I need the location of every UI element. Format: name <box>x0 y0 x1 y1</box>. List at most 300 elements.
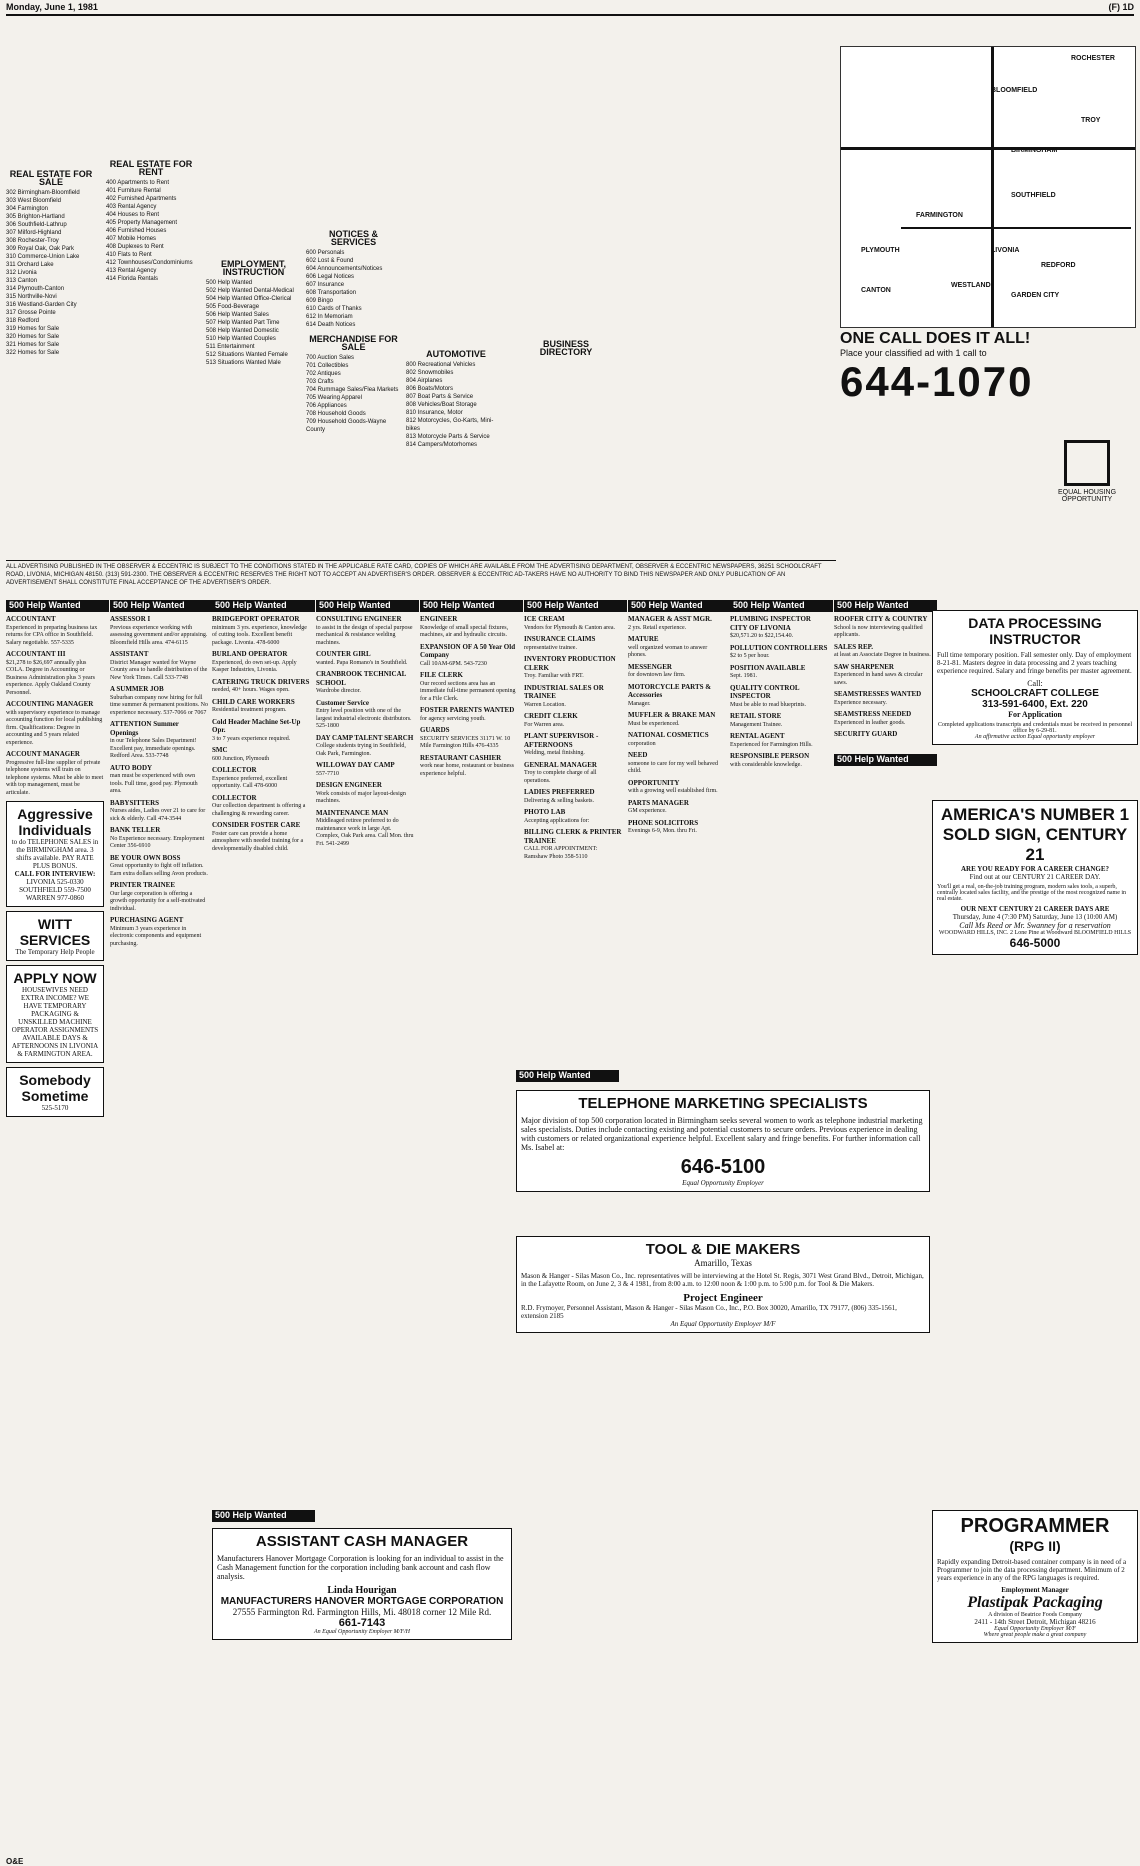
classified-ad <box>110 616 208 647</box>
ad-text: Sept. 1981. <box>730 673 758 679</box>
ad-phone: 313-591-6400, Ext. 220 <box>982 699 1088 710</box>
ad-heading: PHOTO LAB <box>524 808 566 816</box>
ad-text: Manager. <box>628 700 651 707</box>
map-city-label: FARMINGTON <box>916 212 963 219</box>
dir-item: 706 Appliances <box>306 403 347 409</box>
ad-heading: SALES REP. <box>834 642 874 651</box>
ad-heading: PHONE SOLICITORS <box>628 818 699 827</box>
ad-days: Thursday, June 4 (7:30 PM) Saturday, June 13 (10:00 AM) <box>952 913 1118 921</box>
ad-phone: 661-7143 <box>338 1617 386 1629</box>
display-ad-phone-row: WARREN 977-0860 <box>25 894 85 902</box>
ad-heading: PURCHASING AGENT <box>110 916 184 924</box>
ad-heading: PLUMBING INSPECTOR CITY OF LIVONIA <box>730 616 811 632</box>
ad-question2: Find out at our CENTURY 21 CAREER DAY. <box>969 873 1101 881</box>
dir-real-estate-rent <box>106 160 196 283</box>
classified-ad <box>834 691 932 707</box>
ad-heading: SMC <box>212 746 228 754</box>
dir-item: 614 Death Notices <box>306 322 356 328</box>
dir-heading: NOTICES & SERVICES <box>328 229 378 247</box>
ad-text: with supervisory experience to manage accounting function for local publishing firm. Qualifications: Degree in accounting and 5 years related experience. <box>6 709 103 746</box>
ad-text: 557-7710 <box>316 770 339 777</box>
ad-heading: BE YOUR OWN BOSS <box>110 853 181 862</box>
ad-heading: ACCOUNT MANAGER <box>6 750 80 758</box>
dir-item: 810 Insurance, Motor <box>406 410 463 416</box>
ad-title1: AMERICA'S NUMBER 1 <box>940 805 1130 824</box>
dir-item: 610 Cards of Thanks <box>306 306 362 312</box>
ad-heading: POLLUTION CONTROLLERS <box>730 643 828 652</box>
ad-programmer <box>932 1510 1138 1643</box>
dir-item: 319 Homes for Sale <box>6 326 60 332</box>
dir-item: 507 Help Wanted Part Time <box>206 320 280 326</box>
classified-ad <box>524 713 622 729</box>
category-heading: 500 Help Wanted <box>212 1510 315 1522</box>
dir-item: 609 Bingo <box>306 298 334 304</box>
ad-heading: GUARDS <box>420 726 450 734</box>
ad-company: Plastipak Packaging <box>967 1594 1103 1611</box>
classified-ad <box>628 712 726 728</box>
dir-item: 508 Help Wanted Domestic <box>206 328 279 334</box>
page-number: (F) 1D <box>1108 2 1134 12</box>
ad-body: Full time temporary position. Fall semester only. Day of employment 8-21-81. Masters degree in data processing and 2 years teaching experience required. Salary and fringe benefits per master agreement. <box>937 651 1132 675</box>
ad-heading: A SUMMER JOB <box>110 685 164 693</box>
ad-eoe: An Equal Opportunity Employer M/F <box>670 1320 776 1328</box>
ad-column <box>316 616 414 852</box>
ad-heading: BANK TELLER <box>110 826 161 834</box>
ad-text: Minimum 3 years experience in electronic components and equipment purchasing. <box>110 925 202 947</box>
dir-item: 314 Plymouth-Canton <box>6 286 65 292</box>
classified-ad <box>524 789 622 805</box>
ad-heading: INDUSTRIAL SALES OR TRAINEE <box>524 683 604 700</box>
dir-item: 401 Furniture Rental <box>106 188 161 194</box>
ad-heading: MUFFLER & BRAKE MAN <box>628 711 716 719</box>
category-heading: 500 Help Wanted <box>730 600 833 612</box>
display-ad-text: HOUSEWIVES NEED EXTRA INCOME? WE HAVE TEMPORARY PACKAGING & UNSKILLED MACHINE OPERATOR ASSIGNMENTS AVAILABLE DAYS & AFTERNOONS IN LIVONIA & FARMINGTON AREA. <box>11 986 99 1058</box>
ad-heading: BILLING CLERK & PRINTER TRAINEE <box>524 828 622 845</box>
map-city-label: WESTLAND <box>951 282 991 289</box>
classified-ad <box>524 616 622 632</box>
ad-heading: CATERING TRUCK DRIVERS <box>212 677 310 686</box>
display-ad-phone-row: SOUTHFIELD 559-7500 <box>19 886 91 894</box>
ad-text: corporation <box>628 740 656 747</box>
dir-item: 804 Airplanes <box>406 378 443 384</box>
ad-column <box>834 616 932 740</box>
ad-text: Our record sections area has an immediate full-time permanent opening for a File Clerk. <box>420 680 516 702</box>
dir-item: 702 Antiques <box>306 371 341 377</box>
category-heading: 500 Help Wanted <box>834 754 937 766</box>
ad-title: DATA PROCESSING INSTRUCTOR <box>968 615 1102 647</box>
ad-phone: 646-5000 <box>1009 936 1061 950</box>
dir-item: 412 Townhouses/Condominiums <box>106 260 193 266</box>
ad-text: Foster care can provide a home atmosphere with needed training for a developmentally disabled child. <box>212 830 304 852</box>
ad-heading: CONSIDER FOSTER CARE <box>212 821 301 829</box>
classified-ad <box>628 684 726 709</box>
ad-column <box>110 616 208 952</box>
classified-ad <box>524 809 622 825</box>
ad-text: No Experience necessary. Employment Center 356-6910 <box>110 835 205 849</box>
dir-item: 404 Houses to Rent <box>106 212 160 218</box>
ad-office: WOODWARD HILLS, INC. 2 Lone Pine at Woodward BLOOMFIELD HILLS <box>938 930 1132 936</box>
ad-title2: SOLD SIGN, CENTURY 21 <box>942 825 1128 864</box>
dir-item: 408 Duplexes to Rent <box>106 244 164 250</box>
ad-text: Work consists of major layout-design machines. <box>316 790 406 804</box>
classified-ad <box>524 762 622 786</box>
classified-ad <box>730 645 828 661</box>
dir-item: 407 Mobile Homes <box>106 236 157 242</box>
classified-ad <box>6 651 104 697</box>
ad-heading: CHILD CARE WORKERS <box>212 697 295 706</box>
ad-heading: DESIGN ENGINEER <box>316 781 382 789</box>
category-heading: 500 Help Wanted <box>110 600 213 612</box>
classified-ad <box>212 679 310 695</box>
ad-text: Vendors for Plymouth & Canton area. <box>524 624 615 631</box>
classified-ad <box>110 827 208 851</box>
disclaimer: ALL ADVERTISING PUBLISHED IN THE OBSERVER & ECCENTRIC IS SUBJECT TO THE CONDITIONS STATED IN THE APPLICABLE RATE CARD, COPIES OF WHICH ARE AVAILABLE FROM THE ADVERTISING DEPARTMENT, OBSERVER & ECCENTRIC NEWSPAPERS, 36251 SCHOOLCRAFT ROAD, LIVONIA, MICHIGAN 48150. (313) 591-2300. THE OBSERVER & ECCENTRIC RESERVES THE RIGHT NOT TO ACCEPT AN ADVERTISER'S ORDER. OBSERVER & ECCENTRIC AD-TAKERS HAVE NO AUTHORITY TO BIND THIS NEWSPAPER AND ONLY PUBLICATION OF AN ADVERTISEMENT SHALL CONSTITUTE FINAL ACCEPTANCE OF THE ADVERTISER'S ORDER. <box>6 560 836 587</box>
ad-text: with a growing well established firm. <box>628 788 718 794</box>
ad-column <box>730 616 828 773</box>
ad-heading: RESTAURANT CASHIER <box>420 753 502 762</box>
ad-text: Delivering & selling baskets. <box>524 797 594 804</box>
ad-heading: NATIONAL COSMETICS <box>628 731 709 739</box>
dir-item: 812 Motorcycles, Go-Karts, Mini-bikes <box>406 418 494 432</box>
classified-ad <box>834 711 932 727</box>
ad-pe: Project Engineer <box>683 1292 763 1304</box>
ad-heading: Customer Service <box>316 698 369 707</box>
ad-text: Experienced in preparing business tax returns for CPA office in Southfield. Salary negotiable. 557-5335 <box>6 624 98 646</box>
ad-text: Our collection department is offering a challenging & rewarding career. <box>212 803 306 817</box>
ad-heading: SEAMSTRESSES WANTED <box>834 690 922 698</box>
dir-item: 512 Situations Wanted Female <box>206 352 288 358</box>
dir-item: 506 Help Wanted Sales <box>206 312 269 318</box>
map-city-label: GARDEN CITY <box>1011 292 1060 299</box>
classified-ad <box>730 753 828 769</box>
dir-item: 318 Redford <box>6 318 40 324</box>
classified-ad <box>110 686 208 717</box>
category-heading: 500 Help Wanted <box>420 600 523 612</box>
ad-eoe: Equal Opportunity Employer M/F <box>994 1626 1076 1632</box>
ad-eoe: An Equal Opportunity Employer M/F/H <box>314 1629 410 1635</box>
ad-heading: COLLECTOR <box>212 793 257 802</box>
ad-body: Rapidly expanding Detroit-based container company is in need of a Programmer to join the data processing department. Minimum of 2 years experience in any of the RPG languages is required. <box>937 1558 1127 1582</box>
ad-heading: EXPANSION OF A 50 Year Old Company <box>420 642 516 659</box>
dir-item: 709 Household Goods-Wayne County <box>306 419 387 433</box>
house-icon <box>1064 440 1110 486</box>
ad-heading: SEAMSTRESS NEEDED <box>834 710 912 718</box>
one-call-promo <box>840 330 1070 440</box>
classified-ad <box>628 820 726 836</box>
classified-ad <box>212 767 310 791</box>
promo-line1: ONE CALL DOES IT ALL! <box>840 330 1031 347</box>
dir-item: 513 Situations Wanted Male <box>206 360 281 366</box>
classified-ad <box>212 747 310 763</box>
classified-ad <box>420 616 518 640</box>
ad-title: ASSISTANT CASH MANAGER <box>255 1533 469 1550</box>
promo-phone: 644-1070 <box>840 358 1034 405</box>
ad-data-processing <box>932 610 1138 745</box>
ad-text: in our Telephone Sales Department! Excellent pay, immediate openings. Redford Area. 533-7748 <box>110 738 197 759</box>
ad-text: 3 to 7 years experience required. <box>212 735 291 742</box>
ad-text: $2 to 5 per hour. <box>730 653 770 659</box>
ad-text: Knowledge of small special fixtures, machines, air and hydraulic circuits. <box>420 624 509 638</box>
classified-ad <box>212 651 310 675</box>
classified-ad <box>110 651 208 682</box>
display-ad-text: to do TELEPHONE SALES in the BIRMINGHAM area. 3 shifts available. PAY RATE PLUS BONUS. <box>11 838 99 870</box>
category-heading: 500 Help Wanted <box>516 1070 619 1082</box>
ad-column <box>6 616 104 1121</box>
ad-address: 2411 - 14th Street Detroit, Michigan 48216 <box>974 1618 1096 1626</box>
map-city-label: CANTON <box>861 287 891 294</box>
ad-title: TOOL & DIE MAKERS <box>645 1241 801 1258</box>
dir-item: 708 Household Goods <box>306 411 366 417</box>
classified-ad <box>628 780 726 796</box>
ad-note: Completed applications transcripts and credentials must be received in personnel office by 6-29-81. <box>937 722 1133 734</box>
dir-item: 313 Canton <box>6 278 38 284</box>
display-ad-phone-row: LIVONIA 525-0330 <box>26 878 84 886</box>
classified-ad <box>212 616 310 647</box>
ad-subtitle: Amarillo, Texas <box>694 1258 752 1268</box>
classified-ad <box>316 735 414 759</box>
display-ad-call: CALL FOR INTERVIEW: <box>14 870 96 878</box>
dir-item: 321 Homes for Sale <box>6 342 60 348</box>
dir-item: 309 Royal Oak, Oak Park <box>6 246 75 252</box>
ad-tool-die <box>516 1236 930 1333</box>
classified-ad <box>110 882 208 913</box>
classified-ad <box>316 782 414 806</box>
ad-text: Troy to complete charge of all operations. <box>524 770 597 784</box>
ad-text: Warren Location. <box>524 701 566 708</box>
dir-automotive <box>406 350 506 449</box>
ad-text: $20,571.20 to $22,154.40. <box>730 633 794 639</box>
ad-title: PROGRAMMER <box>960 1515 1110 1537</box>
ad-heading: MAINTENANCE MAN <box>316 808 389 817</box>
map-city-label: BIRMINGHAM <box>1011 147 1058 154</box>
ad-heading: CRANBROOK TECHNICAL SCHOOL <box>316 670 406 687</box>
coverage-map <box>840 46 1136 328</box>
dir-item: 306 Southfield-Lathrup <box>6 222 67 228</box>
eho-label: EQUAL HOUSING OPPORTUNITY <box>1057 489 1117 503</box>
ad-heading: COUNTER GIRL <box>316 650 371 658</box>
ad-text: for agency servicing youth. <box>420 715 486 722</box>
ad-manager: Employment Manager <box>1001 1586 1069 1594</box>
ad-heading: QUALITY CONTROL INSPECTOR <box>730 683 800 700</box>
ad-heading: ACCOUNTING MANAGER <box>6 700 94 708</box>
dir-heading: EMPLOYMENT, INSTRUCTION <box>220 259 286 277</box>
dir-item: 612 In Memoriam <box>306 314 353 320</box>
ad-text: Experienced in leather goods. <box>834 719 906 726</box>
dir-employment <box>206 260 301 367</box>
footer-mark: O&E <box>6 1857 24 1866</box>
ad-text: at least an Associate Degree in business. <box>834 652 931 658</box>
ad-body: Manufacturers Hanover Mortgage Corporation is looking for an individual to assist in the Cash Management function for the corporation including bank account and cash flow analysis. <box>217 1554 504 1581</box>
ad-heading: ENGINEER <box>420 616 458 623</box>
classified-ad <box>110 721 208 761</box>
ad-org: SCHOOLCRAFT COLLEGE <box>971 688 1099 699</box>
category-heading: 500 Help Wanted <box>316 600 419 612</box>
classified-ad <box>834 616 932 640</box>
ad-heading: DAY CAMP TALENT SEARCH <box>316 733 414 742</box>
dir-item: 806 Boats/Motors <box>406 386 454 392</box>
dir-item: 814 Campers/Motorhomes <box>406 442 478 448</box>
ad-heading: NEED <box>628 751 648 759</box>
dir-item: 808 Vehicles/Boat Storage <box>406 402 477 408</box>
ad-text: Experience necessary. <box>834 699 887 706</box>
ad-text: to assist in the design of special purpose mechanical & resistance welding machines. <box>316 624 413 646</box>
ad-text: SECURITY SERVICES 31171 W. 10 Mile Farmington Hills 476-4335 <box>420 735 511 749</box>
ad-question: ARE YOU READY FOR A CAREER CHANGE? <box>960 865 1110 873</box>
ad-contact: Linda Hourigan <box>327 1585 397 1596</box>
ad-next: OUR NEXT CENTURY 21 CAREER DAYS ARE <box>960 905 1110 913</box>
ad-heading: RETAIL STORE <box>730 712 782 720</box>
dir-item: 800 Recreational Vehicles <box>406 362 476 368</box>
ad-heading: CREDIT CLERK <box>524 712 578 720</box>
ad-heading: ACCOUNTANT III <box>6 650 66 658</box>
ad-text: needed, 40+ hours. Wages open. <box>212 687 290 693</box>
classified-ad <box>628 636 726 660</box>
map-city-label: SOUTHFIELD <box>1011 192 1056 199</box>
classified-ad <box>110 800 208 824</box>
ad-text: Experienced for Farmington Hills. <box>730 741 813 748</box>
ad-text: Experience preferred, excellent opportunity. Call 478-6000 <box>212 775 288 789</box>
dir-item: 413 Rental Agency <box>106 268 157 274</box>
ad-title: TELEPHONE MARKETING SPECIALISTS <box>578 1095 868 1112</box>
ad-text: School is now interviewing qualified applicants. <box>834 624 923 638</box>
ad-company: MANUFACTURERS HANOVER MORTGAGE CORPORATION <box>220 1596 504 1607</box>
ad-heading: MOTORCYCLE PARTS & Accessories <box>628 682 712 699</box>
ad-column <box>524 616 622 865</box>
dir-item: 705 Wearing Apparel <box>306 395 362 401</box>
ad-text: District Manager wanted for Wayne County area to handle distribution of the New York Times. Call 533-7748 <box>110 659 208 681</box>
ad-text: Accepting applications for: <box>524 817 590 824</box>
dir-item: 317 Grosse Pointe <box>6 310 56 316</box>
classified-ad <box>628 616 726 632</box>
dir-item: 405 Property Management <box>106 220 178 226</box>
category-heading: 500 Help Wanted <box>628 600 731 612</box>
map-city-label: REDFORD <box>1041 262 1076 269</box>
ad-heading: MESSENGER <box>628 662 672 671</box>
ad-text: Middleaged retiree preferred to do maintenance work in large Apt. Complex, Oak Park area. Call Mon. thru Fri. 541-2499 <box>316 818 414 847</box>
classified-ad <box>6 701 104 747</box>
ad-text: For Warren area. <box>524 721 565 728</box>
ad-heading: INVENTORY PRODUCTION CLERK <box>524 655 616 672</box>
ad-heading: ASSISTANT <box>110 650 149 658</box>
page-header <box>6 0 1134 16</box>
dir-real-estate-sale <box>6 170 96 357</box>
classified-ad <box>834 664 932 688</box>
map-city-label: TROY <box>1081 117 1101 124</box>
map-city-label: PLYMOUTH <box>861 247 900 254</box>
dir-item: 307 Milford-Highland <box>6 230 62 236</box>
ad-text: well organized woman to answer phones. <box>628 644 708 658</box>
ad-heading: OPPORTUNITY <box>628 778 680 787</box>
classified-ad <box>316 651 414 667</box>
ad-text: Experienced, do own set-up. Apply Kasper Industries, Livonia. <box>212 659 297 673</box>
ad-text: Experienced in hand saws & circular saws. <box>834 672 923 686</box>
dir-item: 504 Help Wanted Office-Clerical <box>206 296 292 302</box>
ad-heading: SAW SHARPENER <box>834 662 894 671</box>
map-city-label: BLOOMFIELD <box>991 87 1038 94</box>
ad-heading: FOSTER PARENTS WANTED <box>420 706 515 714</box>
ad-text: Must be experienced. <box>628 720 680 727</box>
ad-text: Welding, metal finishing. <box>524 750 585 756</box>
ad-text: $21,278 to $26,697 annually plus COLA. Degree in Accounting or Business Administration plus 3 years experience. Apply Oakland County Personnel. <box>6 659 95 696</box>
ad-tagline: Where great people make a great company <box>983 1632 1087 1638</box>
ad-heading: MATURE <box>628 635 659 643</box>
ad-text: man must be experienced with own tools. Full time, good pay. Plymouth area. <box>110 773 198 794</box>
classified-ad <box>212 822 310 853</box>
ad-text: wanted. Papa Romano's in Southfield. <box>316 659 408 666</box>
classified-ad <box>420 755 518 779</box>
dir-item: 304 Farmington <box>6 206 49 212</box>
classified-ad <box>730 733 828 749</box>
dir-item: 403 Rental Agency <box>106 204 157 210</box>
ad-text: minimum 3 yrs. experience, knowledge of cutting tools. Excellent benefit package. Livonia. 478-6000 <box>212 624 307 646</box>
classified-ad <box>6 751 104 797</box>
display-ad-title: Somebody Sometime <box>19 1072 91 1104</box>
ad-heading: FILE CLERK <box>420 671 463 679</box>
dir-heading: REAL ESTATE FOR SALE <box>9 169 93 187</box>
display-ad <box>6 1067 104 1117</box>
dir-item: 510 Help Wanted Couples <box>206 336 276 342</box>
dir-heading: MERCHANDISE FOR SALE <box>309 334 398 352</box>
dir-item: 316 Westland-Garden City <box>6 302 77 308</box>
ad-heading: WILLOWAY DAY CAMP <box>316 761 395 769</box>
category-heading: 500 Help Wanted <box>524 600 627 612</box>
ad-heading: ICE CREAM <box>524 616 565 623</box>
ad-text: 600 Junction, Plymouth <box>212 755 270 762</box>
classified-ad <box>110 765 208 796</box>
ad-address: R.D. Frymoyer, Personnel Assistant, Mason & Hanger - Silas Mason Co., Inc., P.O. Box 30020, Amarillo, TX 79177, (806) 335-1561, extension 2185 <box>521 1304 897 1320</box>
dir-item: 602 Lost & Found <box>306 258 354 264</box>
ad-text: for downtown law firm. <box>628 672 686 678</box>
dir-item: 600 Personals <box>306 250 345 256</box>
classified-ad <box>834 731 932 740</box>
dir-item: 807 Boat Parts & Service <box>406 394 474 400</box>
category-heading: 500 Help Wanted <box>6 600 109 612</box>
display-ad <box>6 801 104 907</box>
ad-apply: For Application <box>1008 710 1062 719</box>
ad-heading: PLANT SUPERVISOR - AFTERNOONS <box>524 732 599 749</box>
display-ad-title: WITT SERVICES <box>19 916 91 948</box>
classified-ad <box>524 685 622 710</box>
ad-eoe: An affirmative action Equal opportunity employer <box>974 734 1096 740</box>
dir-item: 606 Legal Notices <box>306 274 355 280</box>
classified-ad <box>420 727 518 751</box>
ad-text: Nurses aides, Ladies over 21 to care for sick & elderly. Call 474-3544 <box>110 808 206 822</box>
ad-heading: ROOFER CITY & COUNTRY <box>834 616 928 623</box>
dir-item: 322 Homes for Sale <box>6 350 60 356</box>
ad-heading: POSITION AVAILABLE <box>730 663 806 672</box>
ad-heading: ASSESSOR I <box>110 616 151 623</box>
dir-heading: AUTOMOTIVE <box>426 349 486 359</box>
dir-item: 308 Rochester-Troy <box>6 238 59 244</box>
classified-ad <box>316 762 414 778</box>
classified-ad <box>730 685 828 710</box>
ad-text <box>834 740 932 741</box>
ad-heading: GENERAL MANAGER <box>524 760 597 769</box>
map-city-label: ROCHESTER <box>1071 55 1115 62</box>
display-ad <box>6 965 104 1063</box>
ad-heading: BRIDGEPORT OPERATOR <box>212 616 300 623</box>
dir-item: 311 Orchard Lake <box>6 262 54 268</box>
ad-text: Management Trainee. <box>730 721 783 728</box>
ad-heading: PRINTER TRAINEE <box>110 881 176 889</box>
classified-ad <box>730 713 828 729</box>
classified-ad <box>524 829 622 861</box>
display-ad-title: APPLY NOW <box>13 970 97 986</box>
dir-item: 414 Florida Rentals <box>106 276 159 282</box>
display-ad-text: The Temporary Help People <box>15 948 95 956</box>
classified-ad <box>628 732 726 748</box>
ad-subtitle: (RPG II) <box>1009 1538 1061 1554</box>
